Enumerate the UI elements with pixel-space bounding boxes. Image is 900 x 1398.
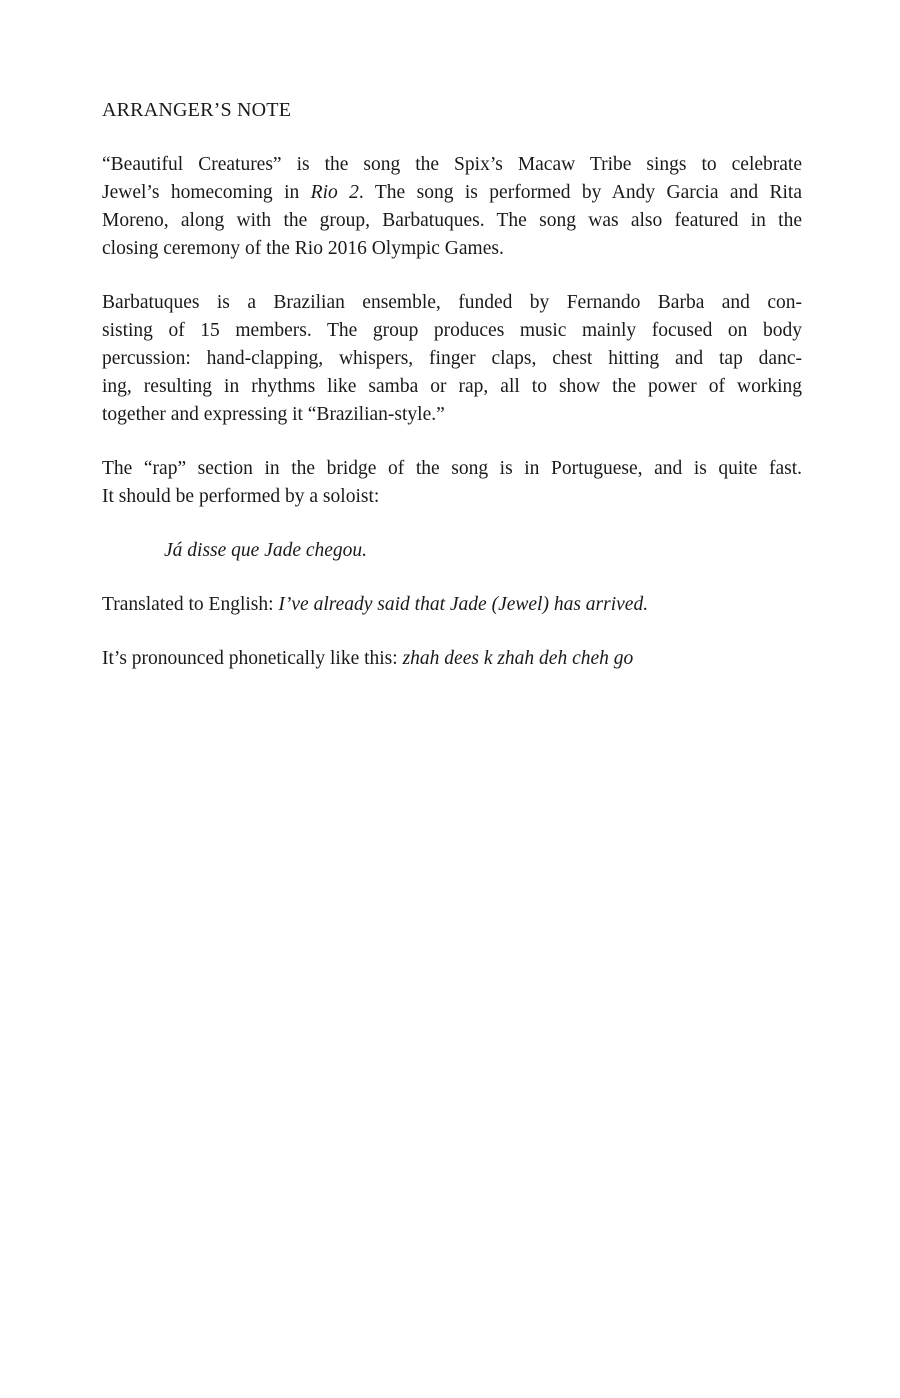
- paragraph-line: Moreno, along with the group, Barbatuques. The song was also featured in the: [102, 210, 802, 231]
- paragraph-line: closing ceremony of the Rio 2016 Olympic Games.: [102, 238, 504, 259]
- paragraph-rap-section: [102, 455, 802, 511]
- paragraph-line: ing, resulting in rhythms like samba or rap, all to show the power of working: [102, 376, 802, 397]
- portuguese-lyric: Já disse que Jade chegou.: [164, 540, 368, 561]
- translation-line: [102, 591, 802, 619]
- paragraph-line: “Beautiful Creatures” is the song the Spix’s Macaw Tribe sings to celebrate: [102, 154, 802, 175]
- paragraph-line: Barbatuques is a Brazilian ensemble, funded by Fernando Barba and con-: [102, 292, 802, 313]
- pronunciation-text: zhah dees k zhah deh cheh go: [402, 648, 634, 669]
- paragraph-line: The “rap” section in the bridge of the song is in Portuguese, and is quite fast.: [102, 458, 802, 479]
- translation-label: Translated to English:: [102, 594, 279, 615]
- paragraph-line: sisting of 15 members. The group produces music mainly focused on body: [102, 320, 802, 341]
- paragraph-line: [102, 179, 802, 207]
- paragraph-text: Jewel’s homecoming in: [102, 182, 311, 203]
- paragraph-song-intro: [102, 151, 802, 263]
- arrangers-note-page: [102, 96, 802, 699]
- film-title: Rio 2: [310, 182, 359, 203]
- paragraph-line: percussion: hand-clapping, whispers, finger claps, chest hitting and tap danc-: [102, 348, 802, 369]
- pronunciation-line: [102, 645, 802, 673]
- translation-text: I’ve already said that Jade (Jewel) has arrived.: [278, 594, 649, 615]
- pronunciation-label: It’s pronounced phonetically like this:: [102, 648, 403, 669]
- paragraph-barbatuques: [102, 289, 802, 429]
- paragraph-text: . The song is performed by Andy Garcia and Rita: [358, 182, 802, 203]
- page-title: ARRANGER’S NOTE: [102, 99, 292, 121]
- paragraph-line: together and expressing it “Brazilian-style.”: [102, 404, 445, 425]
- paragraph-line: It should be performed by a soloist:: [102, 486, 380, 507]
